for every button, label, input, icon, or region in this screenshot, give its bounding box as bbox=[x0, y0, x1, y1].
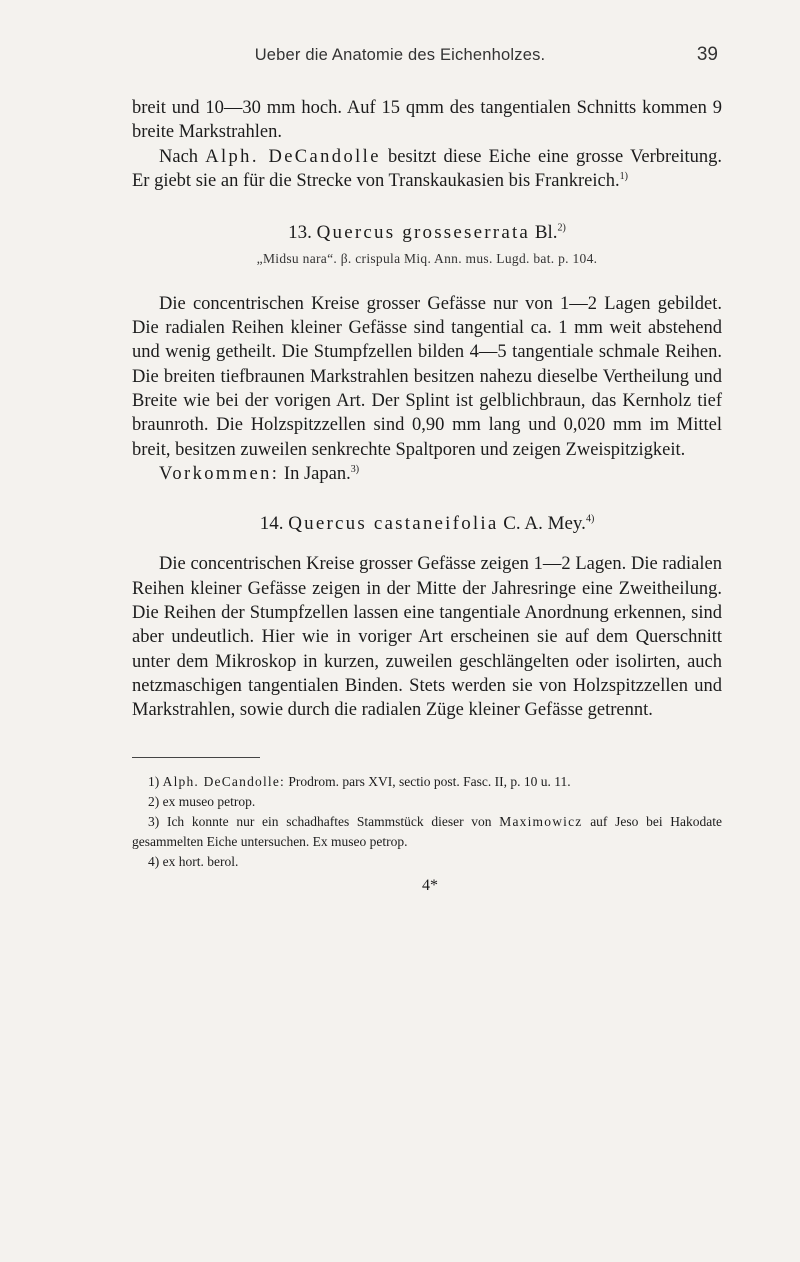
signature-mark: 4* bbox=[422, 876, 438, 894]
decandolle-paragraph: Nach Alph. DeCandolle besitzt diese Eiche eine grosse Verbreitung. Er giebt sie an für die Strecke von Transkaukasien bis Frankreich.$^{1)}$ bbox=[132, 146, 723, 191]
footnote-ref: 3) bbox=[350, 463, 360, 475]
body-text bbox=[132, 96, 722, 898]
footnote-2: 2) ex museo petrop. bbox=[148, 793, 256, 809]
footnote-3: 3) Ich konnte nur ein schadhaftes Stammstück dieser von Maximowicz auf Jeso bei Hakodate gesammelten Eiche untersuchen. Ex museo petrop. bbox=[132, 813, 722, 849]
running-title: Ueber die Anatomie des Eichenholzes. bbox=[254, 46, 546, 64]
section-13-synonym: „Midsu nara“. β. crispula Miq. Ann. mus. Lugd. bat. p. 104. bbox=[256, 251, 598, 267]
section-13-occurrence: Vorkommen: In Japan.$^{3)}$ bbox=[159, 463, 360, 484]
footnote-1: 1) Alph. DeCandolle: Prodrom. pars XVI, sectio post. Fasc. II, p. 10 u. 11. bbox=[148, 773, 571, 789]
footnote-ref: 2) bbox=[557, 222, 566, 234]
footnote-ref: 4) bbox=[585, 513, 595, 525]
section-14-heading: 14. Quercus castaneifolia C. A. Mey.$^{4)}$ bbox=[259, 513, 595, 535]
species-name: Quercus castaneifolia bbox=[288, 513, 499, 535]
footnote-ref: 1) bbox=[619, 170, 628, 182]
intro-paragraph: breit und 10—30 mm hoch. Auf 15 qmm des tangentialen Schnitts kommen 9 breite Markstrahlen. bbox=[132, 98, 722, 143]
species-name: Quercus grosseserrata bbox=[316, 222, 531, 244]
footnote-4: 4) ex hort. berol. bbox=[148, 853, 239, 869]
footnotes bbox=[132, 772, 722, 872]
author-name: Alph. DeCandolle bbox=[205, 146, 381, 167]
footnote-divider bbox=[132, 757, 260, 758]
section-13-heading: 13. Quercus grosseserrata Bl.$^{2)}$ bbox=[288, 222, 566, 244]
section-14-paragraph: Die concentrischen Kreise grosser Gefässe zeigen 1—2 Lagen. Die radialen Reihen kleiner Gefässe zeigen in der Mitte der Jahresringe eine Zweitheilung. Die Reihen der Stumpfzellen lassen eine tangentiale Anordnung erkennen, sind aber undeutlich. Hier wie in voriger Art erscheinen sie auf dem Querschnitt unter dem Mikroskop in kurzen, zuweilen geschlängelten oder isolirten, auch netzmaschigen tangentialen Binden. Stets werden sie von Holzspitzzellen und Markstrahlen, sowie durch die radialen Züge kleiner Gefässe getrennt. bbox=[132, 554, 722, 721]
section-13-paragraph: Die concentrischen Kreise grosser Gefässe nur von 1—2 Lagen gebildet. Die radialen Reihen kleiner Gefässe sind tangential ca. 1 mm weit abstehend und wenig getheilt. Die Stumpfzellen bilden 4—5 tangentiale schmale Reihen. Die breiten tiefbraunen Markstrahlen besitzen nahezu dieselbe Vertheilung und Breite wie bei der vorigen Art. Der Splint ist gelblichbraun, das Kernholz tief braunroth. Die Holzspitzzellen sind 0,90 mm lang und 0,020 mm im Mittel breit, besitzen zuweilen senkrechte Spaltporen und zeigen Zweispitzigkeit. bbox=[132, 293, 722, 460]
running-head bbox=[0, 46, 800, 70]
page-number: 39 bbox=[696, 44, 718, 65]
